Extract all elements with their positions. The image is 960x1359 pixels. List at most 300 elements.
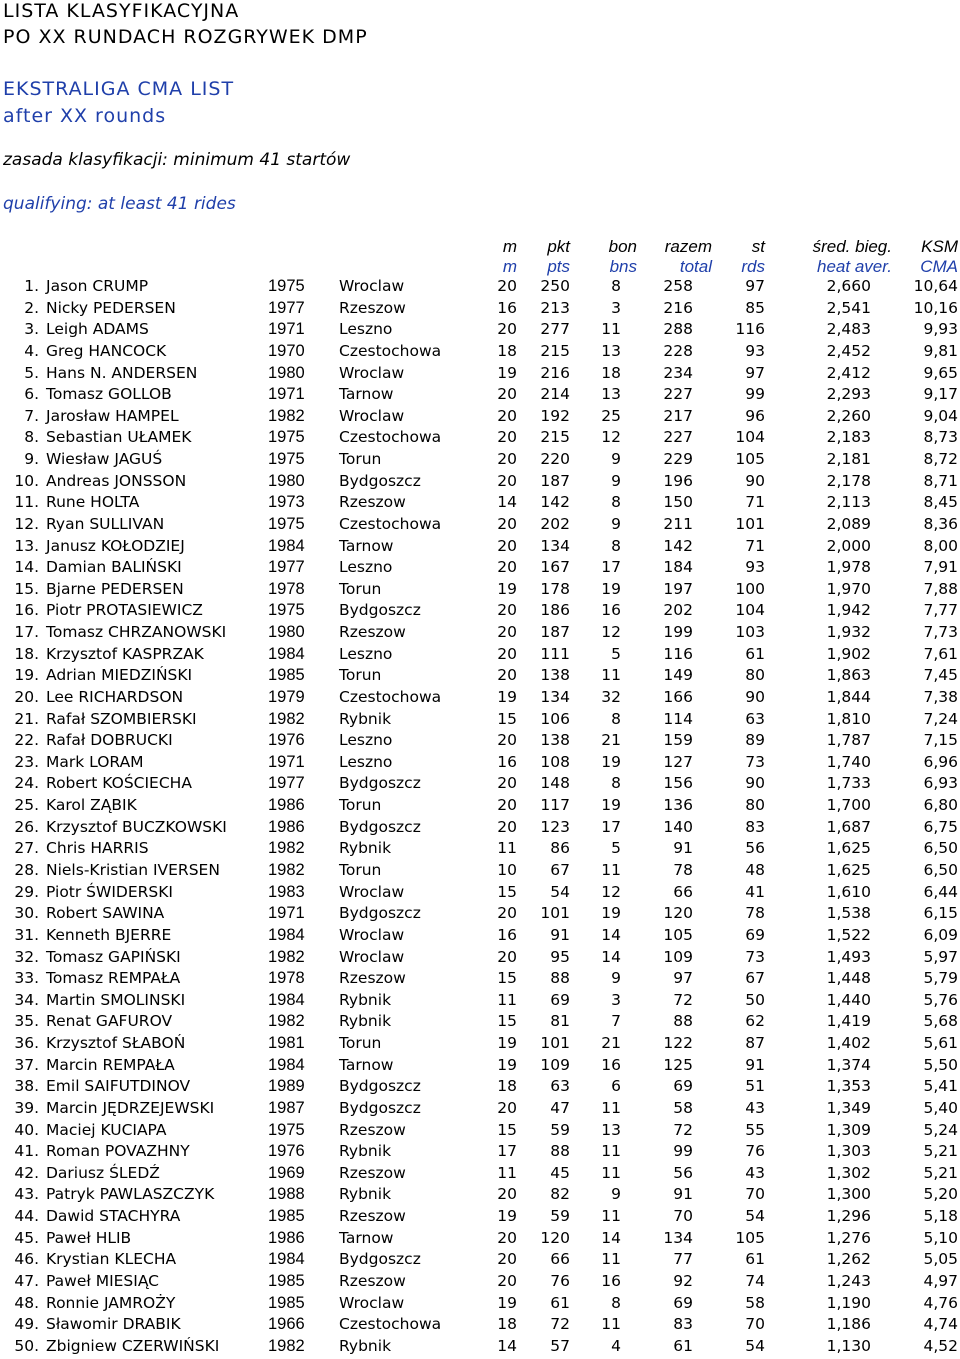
rank-number: 20. [14,687,39,706]
rider-name: Jason CRUMP [46,277,149,295]
table-row [0,752,960,774]
matches: 14 [497,493,517,512]
matches: 15 [497,882,517,901]
rider-name: Robert KOŚCIECHA [46,774,192,793]
club-name: Torun [339,579,382,598]
cma-value: 6,09 [923,925,958,944]
rides: 97 [745,277,765,295]
matches: 20 [497,536,517,555]
rank-number: 35. [14,1012,39,1031]
bonus: 8 [611,277,621,295]
title-pl-line1: LISTA KLASYFIKACYJNA [3,0,240,22]
total: 83 [673,1315,693,1334]
matches: 10 [497,861,517,879]
rides: 50 [745,990,765,1009]
rides: 67 [745,969,765,988]
points: 66 [550,1250,570,1269]
header-pts-en: pts [547,257,570,276]
cma-value: 8,71 [923,471,958,490]
heat-average: 2,412 [826,363,871,382]
birth-year: 1986 [268,796,305,815]
cma-value: 7,73 [923,623,958,642]
points: 134 [540,687,570,706]
total: 99 [673,1142,693,1161]
rider-name: Tomasz CHRZANOWSKI [46,623,227,642]
club-name: Wroclaw [339,277,405,295]
heat-average: 1,787 [826,731,871,750]
cma-value: 5,20 [923,1185,958,1204]
rider-name: Paweł MIESIĄC [46,1271,159,1290]
club-name: Torun [339,1034,382,1053]
rider-name: Zbigniew CZERWIŃSKI [46,1336,220,1355]
table-row [0,817,960,839]
club-name: Tarnow [339,1055,394,1074]
rider-name: Tomasz GAPIŃSKI [46,947,181,966]
club-name: Rybnik [339,1142,392,1161]
heat-average: 1,190 [826,1293,871,1312]
header-rds-en: rds [741,257,765,276]
points: 86 [550,839,570,858]
total: 120 [663,904,693,923]
birth-year: 1984 [268,1055,305,1074]
cma-value: 4,74 [923,1315,958,1334]
club-name: Bydgoszcz [339,1098,421,1117]
header-cma-en: CMA [920,257,958,276]
rider-name: Sławomir DRABIK [46,1315,181,1334]
table-row [0,1033,960,1055]
total: 217 [663,406,693,425]
bonus: 11 [601,1315,621,1334]
cma-value: 7,38 [923,687,958,706]
club-name: Torun [339,861,382,879]
total: 72 [673,990,693,1009]
rides: 71 [745,536,765,555]
total: 199 [663,623,693,642]
total: 66 [673,882,693,901]
table-row [0,1076,960,1098]
rider-name: Tomasz GOLLOB [46,385,172,404]
rider-name: Robert SAWINA [46,904,165,923]
club-name: Bydgoszcz [339,471,421,490]
club-name: Torun [339,450,382,469]
points: 81 [550,1012,570,1031]
cma-value: 5,21 [923,1163,958,1182]
total: 72 [673,1120,693,1139]
points: 109 [540,1055,570,1074]
heat-average: 1,844 [826,687,871,706]
heat-average: 1,374 [826,1055,871,1074]
birth-year: 1986 [268,1228,305,1247]
heat-average: 1,522 [826,925,871,944]
total: 69 [673,1293,693,1312]
title-pl-line2: PO XX RUNDACH ROZGRYWEK DMP [3,26,368,48]
total: 58 [673,1098,693,1117]
rank-number: 48. [14,1293,39,1312]
points: 111 [540,644,570,663]
matches: 20 [497,1250,517,1269]
cma-value: 5,21 [923,1142,958,1161]
header-cma-pl: KSM [921,237,958,256]
birth-year: 1984 [268,644,305,663]
table-row [0,536,960,558]
table-row [0,427,960,449]
total: 125 [663,1055,693,1074]
table-row [0,1120,960,1142]
birth-year: 1982 [268,1012,305,1031]
matches: 20 [497,277,517,295]
total: 216 [663,298,693,317]
rides: 70 [745,1185,765,1204]
matches: 11 [497,990,517,1009]
rank-number: 25. [14,796,39,815]
cma-value: 9,93 [923,320,958,339]
club-name: Rybnik [339,990,392,1009]
birth-year: 1973 [268,493,305,512]
club-name: Rzeszow [339,969,406,988]
birth-year: 1978 [268,579,305,598]
cma-value: 6,50 [923,839,958,858]
bonus: 16 [601,1055,621,1074]
bonus: 32 [601,687,621,706]
points: 213 [540,298,570,317]
cma-value: 5,05 [923,1250,958,1269]
header-bon-en: bns [609,257,637,276]
rides: 43 [745,1098,765,1117]
points: 59 [550,1120,570,1139]
heat-average: 1,296 [826,1207,871,1226]
cma-value: 10,64 [913,277,958,295]
rides: 99 [745,385,765,404]
club-name: Tarnow [339,536,394,555]
total: 258 [663,277,693,295]
matches: 20 [497,774,517,793]
rank-number: 22. [14,731,39,750]
rank-number: 37. [14,1055,39,1074]
matches: 20 [497,601,517,620]
heat-average: 2,089 [826,514,871,533]
club-name: Czestochowa [339,1315,442,1334]
total: 134 [663,1228,693,1247]
rank-number: 49. [14,1315,39,1334]
rides: 61 [745,644,765,663]
table-row [0,903,960,925]
matches: 19 [497,1293,517,1312]
rank-number: 15. [14,579,39,598]
rides: 90 [745,687,765,706]
rides: 56 [745,839,765,858]
header-bon-pl: bon [608,237,637,256]
matches: 20 [497,514,517,533]
bonus: 8 [611,709,621,728]
total: 197 [663,579,693,598]
heat-average: 2,260 [826,406,871,425]
table-row [0,557,960,579]
club-name: Bydgoszcz [339,1250,421,1269]
rank-number: 44. [14,1207,39,1226]
matches: 20 [497,947,517,966]
rank-number: 45. [14,1228,39,1247]
rank-number: 12. [14,514,39,533]
heat-average: 1,687 [826,817,871,836]
points: 202 [540,514,570,533]
header-total-en: total [679,257,712,276]
title-en-line2: after XX rounds [3,105,167,127]
rides: 93 [745,558,765,577]
cma-value: 8,45 [923,493,958,512]
birth-year: 1976 [268,731,305,750]
heat-average: 1,733 [826,774,871,793]
table-row [0,1184,960,1206]
total: 234 [663,363,693,382]
club-name: Wroclaw [339,363,405,382]
total: 202 [663,601,693,620]
heat-average: 1,863 [826,666,871,685]
cma-value: 5,97 [923,947,958,966]
birth-year: 1989 [268,1077,305,1096]
rank-number: 19. [14,666,39,685]
points: 192 [540,406,570,425]
birth-year: 1984 [268,925,305,944]
cma-value: 4,76 [923,1293,958,1312]
heat-average: 1,740 [826,752,871,771]
points: 186 [540,601,570,620]
club-name: Rybnik [339,1336,392,1355]
rank-number: 26. [14,817,39,836]
table-row [0,925,960,947]
cma-value: 6,93 [923,774,958,793]
club-name: Bydgoszcz [339,1077,421,1096]
bonus: 11 [601,1098,621,1117]
bonus: 5 [611,839,621,858]
rides: 97 [745,363,765,382]
bonus: 9 [611,1185,621,1204]
cma-value: 7,15 [923,731,958,750]
cma-value: 5,24 [923,1120,958,1139]
cma-value: 9,17 [923,385,958,404]
bonus: 13 [601,341,621,360]
matches: 16 [497,752,517,771]
rides: 80 [745,666,765,685]
birth-year: 1971 [268,385,305,404]
rank-number: 39. [14,1098,39,1117]
birth-year: 1984 [268,536,305,555]
rank-number: 8. [24,428,39,447]
header-row-pl [0,237,960,257]
matches: 14 [497,1336,517,1355]
club-name: Leszno [339,320,393,339]
total: 288 [663,320,693,339]
rider-name: Krzysztof KASPRZAK [46,644,204,663]
matches: 20 [497,450,517,469]
cma-value: 5,76 [923,990,958,1009]
birth-year: 1981 [268,1034,305,1053]
cma-value: 5,18 [923,1207,958,1226]
heat-average: 1,440 [826,990,871,1009]
bonus: 13 [601,1120,621,1139]
birth-year: 1986 [268,817,305,836]
birth-year: 1977 [268,774,305,793]
birth-year: 1982 [268,406,305,425]
bonus: 9 [611,969,621,988]
rides: 96 [745,406,765,425]
matches: 20 [497,731,517,750]
bonus: 16 [601,1271,621,1290]
total: 88 [673,1012,693,1031]
table-row [0,622,960,644]
club-name: Tarnow [339,1228,394,1247]
heat-average: 1,902 [826,644,871,663]
rider-name: Mark LORAM [46,752,144,771]
table-row [0,1336,960,1358]
club-name: Rzeszow [339,1163,406,1182]
rule-pl: zasada klasyfikacji: minimum 41 startów [3,150,351,170]
cma-value: 7,45 [923,666,958,685]
birth-year: 1975 [268,428,305,447]
rule-en: qualifying: at least 41 rides [3,194,236,214]
rider-name: Ronnie JAMROŻY [46,1293,176,1312]
matches: 19 [497,1055,517,1074]
rank-number: 24. [14,774,39,793]
rider-name: Rafał DOBRUCKI [46,731,173,750]
points: 220 [540,450,570,469]
points: 117 [540,796,570,815]
rider-name: Renat GAFUROV [46,1012,173,1031]
rider-name: Jarosław HAMPEL [46,406,179,425]
rides: 74 [745,1271,765,1290]
table-row [0,838,960,860]
total: 156 [663,774,693,793]
table-row [0,276,960,298]
bonus: 5 [611,644,621,663]
matches: 15 [497,709,517,728]
bonus: 8 [611,1293,621,1312]
total: 211 [663,514,693,533]
bonus: 4 [611,1336,621,1355]
total: 92 [673,1271,693,1290]
club-name: Bydgoszcz [339,601,421,620]
points: 101 [540,1034,570,1053]
heat-average: 2,178 [826,471,871,490]
points: 134 [540,536,570,555]
club-name: Wroclaw [339,406,405,425]
cma-value: 4,97 [923,1271,958,1290]
rider-name: Paweł HLIB [46,1228,132,1247]
points: 88 [550,1142,570,1161]
header-row-en [0,257,960,277]
bonus: 11 [601,666,621,685]
rides: 91 [745,1055,765,1074]
header-total-pl: razem [664,237,712,256]
table-row [0,1141,960,1163]
heat-average: 1,970 [826,579,871,598]
matches: 17 [497,1142,517,1161]
bonus: 11 [601,1163,621,1182]
rank-number: 2. [24,298,39,317]
table-row [0,514,960,536]
total: 227 [663,385,693,404]
rider-name: Leigh ADAMS [46,320,149,339]
rider-name: Krzysztof SŁABOŃ [46,1034,186,1053]
table-row [0,860,960,882]
cma-value: 7,91 [923,558,958,577]
rider-name: Karol ZĄBIK [46,796,137,815]
rider-name: Marcin JĘDRZEJEWSKI [46,1098,215,1117]
rank-number: 34. [14,990,39,1009]
points: 61 [550,1293,570,1312]
rank-number: 29. [14,882,39,901]
rank-number: 40. [14,1120,39,1139]
total: 109 [663,947,693,966]
rider-name: Piotr ŚWIDERSKI [46,882,173,901]
table-row [0,298,960,320]
birth-year: 1982 [268,861,305,879]
heat-average: 2,181 [826,450,871,469]
matches: 19 [497,1034,517,1053]
heat-average: 2,293 [826,385,871,404]
birth-year: 1977 [268,558,305,577]
bonus: 14 [601,947,621,966]
table-row [0,492,960,514]
rank-number: 23. [14,752,39,771]
bonus: 11 [601,320,621,339]
cma-value: 10,16 [913,298,958,317]
matches: 11 [497,1163,517,1182]
heat-average: 1,932 [826,623,871,642]
matches: 20 [497,623,517,642]
birth-year: 1985 [268,1293,305,1312]
header-pts-pl: pkt [547,237,570,256]
rider-name: Ryan SULLIVAN [46,514,165,533]
rider-name: Emil SAIFUTDINOV [46,1077,191,1096]
cma-value: 8,73 [923,428,958,447]
matches: 15 [497,1012,517,1031]
rides: 83 [745,817,765,836]
total: 78 [673,861,693,879]
points: 108 [540,752,570,771]
points: 72 [550,1315,570,1334]
rank-number: 5. [24,363,39,382]
table-row [0,579,960,601]
cma-value: 5,40 [923,1098,958,1117]
bonus: 11 [601,1207,621,1226]
matches: 15 [497,969,517,988]
bonus: 12 [601,623,621,642]
heat-average: 1,942 [826,601,871,620]
club-name: Rzeszow [339,1271,406,1290]
club-name: Rzeszow [339,1207,406,1226]
matches: 16 [497,925,517,944]
matches: 20 [497,1271,517,1290]
points: 123 [540,817,570,836]
heat-average: 2,000 [826,536,871,555]
rank-number: 14. [14,558,39,577]
total: 61 [673,1336,693,1355]
rank-number: 30. [14,904,39,923]
rides: 105 [735,450,765,469]
table-row [0,471,960,493]
rider-name: Maciej KUCIAPA [46,1120,167,1139]
bonus: 13 [601,385,621,404]
rank-number: 13. [14,536,39,555]
club-name: Wroclaw [339,947,405,966]
heat-average: 2,183 [826,428,871,447]
title-en-line1: EKSTRALIGA CMA LIST [3,78,235,100]
rider-name: Wiesław JAGUŚ [46,450,163,469]
birth-year: 1980 [268,471,305,490]
table-row [0,1163,960,1185]
points: 82 [550,1185,570,1204]
table-row [0,1098,960,1120]
